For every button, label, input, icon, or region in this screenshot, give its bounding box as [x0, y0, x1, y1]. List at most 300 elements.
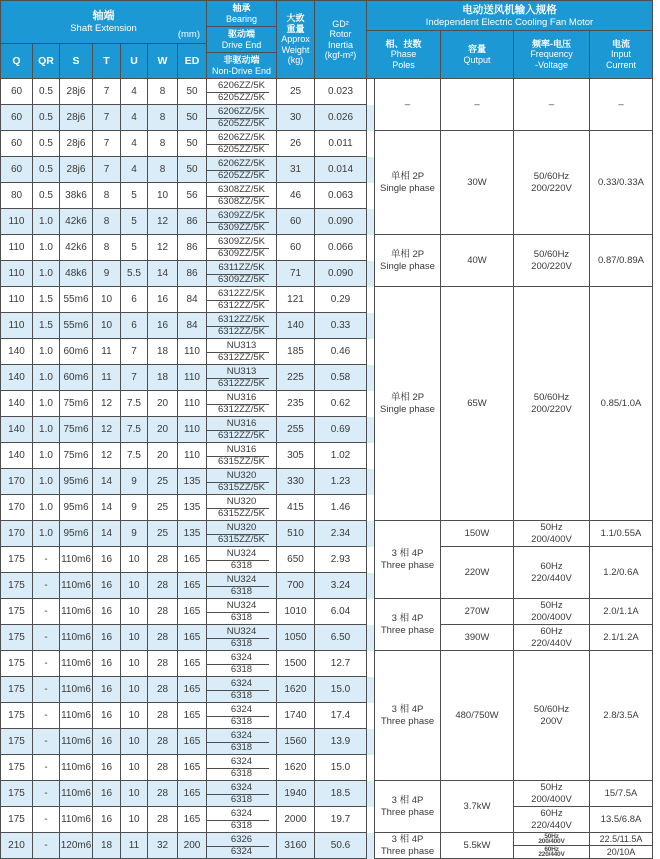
- shaft-cell: 4: [121, 105, 148, 131]
- bearing-non-drive-end: 6318: [230, 690, 253, 701]
- inertia-cell: 0.066: [315, 235, 367, 261]
- bearing-separator: [207, 404, 269, 405]
- shaft-cell: 28: [148, 573, 178, 599]
- inertia-cell: 1.23: [315, 469, 367, 495]
- shaft-cell: 10: [93, 287, 121, 313]
- shaft-cell: 5: [121, 183, 148, 209]
- shaft-cell: 1.0: [33, 209, 60, 235]
- shaft-cell: 10: [121, 573, 148, 599]
- bearing-separator: [207, 820, 269, 821]
- shaft-cell: 1.0: [33, 521, 60, 547]
- header-approx-weight: [277, 1, 315, 79]
- shaft-cell: 18: [148, 339, 178, 365]
- col-header-q: Q: [1, 44, 33, 79]
- bearing-cell: [207, 105, 277, 131]
- header-non-drive-end: [207, 53, 277, 79]
- output-group-cell: 30W: [441, 131, 514, 235]
- shaft-cell: 165: [178, 625, 207, 651]
- shaft-cell: 8: [93, 209, 121, 235]
- bearing-non-drive-end: 6318: [230, 560, 253, 571]
- stripe-gutter-cell: [367, 755, 374, 781]
- shaft-cell: 170: [1, 469, 33, 495]
- inertia-cell: 0.063: [315, 183, 367, 209]
- shaft-cell: 75m6: [60, 417, 93, 443]
- bearing-separator: [207, 742, 269, 743]
- shaft-cell: 165: [178, 651, 207, 677]
- inertia-cell: 0.62: [315, 391, 367, 417]
- current-group-cell: 20/10A: [590, 846, 653, 859]
- shaft-cell: 10: [121, 781, 148, 807]
- current-group-cell: 22.5/11.5A: [590, 833, 653, 846]
- bearing-cell: [207, 755, 277, 781]
- shaft-cell: 28: [148, 807, 178, 833]
- bearing-cell: [207, 781, 277, 807]
- stripe-gutter-cell: [367, 235, 374, 261]
- header-current-en2: Current: [605, 59, 636, 70]
- weight-cell: 71: [277, 261, 315, 287]
- shaft-cell: 175: [1, 781, 33, 807]
- bearing-non-drive-end: 6318: [230, 612, 253, 623]
- stripe-gutter-cell: [367, 495, 374, 521]
- stripe-gutter-cell: [367, 677, 374, 703]
- bearing-non-drive-end: 6205ZZ/5K: [218, 92, 265, 103]
- shaft-cell: 60: [1, 79, 33, 105]
- bearing-non-drive-end: 6315ZZ/5K: [218, 534, 265, 545]
- header-output-zh: 容量: [467, 44, 486, 54]
- bearing-drive-end: 6326: [230, 833, 253, 845]
- bearing-pair: [207, 703, 276, 728]
- inertia-cell: 0.29: [315, 287, 367, 313]
- bearing-drive-end: NU324: [226, 547, 257, 559]
- bearing-separator: [207, 170, 269, 171]
- bearing-non-drive-end: 6205ZZ/5K: [218, 170, 265, 181]
- shaft-cell: -: [33, 547, 60, 573]
- shaft-cell: 1.0: [33, 235, 60, 261]
- bearing-drive-end: NU316: [226, 443, 257, 455]
- inertia-cell: 50.6: [315, 833, 367, 859]
- output-group-cell: 150W: [441, 521, 514, 547]
- stripe-gutter-cell: [367, 287, 374, 313]
- bearing-non-drive-end: 6318: [230, 638, 253, 649]
- bearing-non-drive-end: 6312ZZ/5K: [218, 352, 265, 363]
- output-group-cell: 220W: [441, 547, 514, 599]
- shaft-cell: 175: [1, 703, 33, 729]
- inertia-cell: 0.33: [315, 313, 367, 339]
- shaft-cell: 1.5: [33, 287, 60, 313]
- inertia-cell: 0.026: [315, 105, 367, 131]
- stripe-gutter-cell: [367, 183, 374, 209]
- bearing-cell: [207, 729, 277, 755]
- shaft-cell: -: [33, 729, 60, 755]
- shaft-cell: 1.0: [33, 339, 60, 365]
- shaft-cell: 12: [148, 209, 178, 235]
- bearing-drive-end: 6206ZZ/5K: [218, 105, 265, 117]
- freq-group-cell: 50Hz 200/400V: [514, 833, 590, 846]
- shaft-cell: 18: [148, 365, 178, 391]
- header-inertia-l2: Rotor: [329, 29, 352, 39]
- inertia-cell: 2.93: [315, 547, 367, 573]
- shaft-cell: 170: [1, 521, 33, 547]
- bearing-non-drive-end: 6312ZZ/5K: [218, 404, 265, 415]
- header-weight-zh2: 重量: [286, 23, 305, 34]
- output-group-cell: 3.7kW: [441, 781, 514, 833]
- shaft-cell: 165: [178, 781, 207, 807]
- shaft-cell: 42k6: [60, 235, 93, 261]
- weight-cell: 185: [277, 339, 315, 365]
- shaft-cell: 10: [121, 651, 148, 677]
- weight-cell: 46: [277, 183, 315, 209]
- bearing-drive-end: 6206ZZ/5K: [218, 131, 265, 143]
- bearing-separator: [207, 664, 269, 665]
- shaft-cell: 16: [93, 651, 121, 677]
- shaft-cell: 28: [148, 651, 178, 677]
- stripe-gutter-cell: [367, 209, 374, 235]
- header-shaft-zh: 轴端: [92, 10, 115, 22]
- header-current-en1: Input: [610, 49, 632, 60]
- weight-cell: 121: [277, 287, 315, 313]
- shaft-cell: 20: [148, 417, 178, 443]
- shaft-cell: 16: [93, 781, 121, 807]
- shaft-cell: 140: [1, 443, 33, 469]
- col-header-t: T: [93, 44, 121, 79]
- bearing-non-drive-end: 6318: [230, 716, 253, 727]
- freq-group-cell: 50/60Hz 200/220V: [514, 131, 590, 235]
- bearing-cell: [207, 209, 277, 235]
- shaft-cell: 55m6: [60, 287, 93, 313]
- phase-group-cell: 单相 2P Single phase: [374, 235, 441, 287]
- inertia-cell: 6.50: [315, 625, 367, 651]
- stripe-gutter-cell: [367, 521, 374, 547]
- bearing-separator: [207, 690, 269, 691]
- shaft-cell: 14: [148, 261, 178, 287]
- shaft-cell: 7: [93, 105, 121, 131]
- shaft-cell: 0.5: [33, 183, 60, 209]
- bearing-drive-end: NU324: [226, 599, 257, 611]
- bearing-drive-end: NU320: [226, 521, 257, 533]
- bearing-cell: [207, 547, 277, 573]
- shaft-cell: 95m6: [60, 469, 93, 495]
- inertia-cell: 0.011: [315, 131, 367, 157]
- stripe-gutter-cell: [367, 833, 374, 859]
- shaft-cell: 175: [1, 677, 33, 703]
- shaft-cell: 75m6: [60, 391, 93, 417]
- shaft-cell: 1.0: [33, 443, 60, 469]
- shaft-cell: 10: [121, 729, 148, 755]
- freq-group-cell: 60Hz 220/440V: [514, 547, 590, 599]
- shaft-cell: 28: [148, 781, 178, 807]
- shaft-cell: 5: [121, 235, 148, 261]
- stripe-gutter-cell: [367, 313, 374, 339]
- bearing-drive-end: NU313: [226, 339, 257, 351]
- inertia-cell: 0.014: [315, 157, 367, 183]
- stripe-gutter-cell: [367, 547, 374, 573]
- header-inertia-l4: (kgf-m²): [324, 50, 357, 60]
- stripe-gutter-cell: [367, 105, 374, 131]
- bearing-drive-end: 6324: [230, 677, 253, 689]
- shaft-cell: 140: [1, 339, 33, 365]
- shaft-cell: 10: [93, 313, 121, 339]
- shaft-cell: -: [33, 599, 60, 625]
- shaft-cell: 10: [121, 599, 148, 625]
- header-current-zh: 电流: [611, 38, 630, 49]
- shaft-cell: 4: [121, 131, 148, 157]
- shaft-cell: 110: [178, 391, 207, 417]
- shaft-cell: 110m6: [60, 703, 93, 729]
- bearing-cell: [207, 287, 277, 313]
- shaft-cell: 9: [121, 495, 148, 521]
- bearing-pair: [207, 157, 276, 182]
- inertia-cell: 19.7: [315, 807, 367, 833]
- bearing-drive-end: NU324: [226, 573, 257, 585]
- stripe-gutter-cell: [367, 365, 374, 391]
- bearing-non-drive-end: 6309ZZ/5K: [218, 274, 265, 285]
- bearing-cell: [207, 131, 277, 157]
- shaft-cell: 10: [121, 547, 148, 573]
- shaft-cell: 8: [148, 105, 178, 131]
- shaft-cell: 175: [1, 807, 33, 833]
- bearing-separator: [207, 508, 269, 509]
- freq-group-cell: 50Hz 200/400V: [514, 599, 590, 625]
- stripe-gutter-cell: [367, 651, 374, 677]
- stripe-gutter-cell: [367, 781, 374, 807]
- shaft-cell: 28j6: [60, 105, 93, 131]
- shaft-cell: 1.0: [33, 261, 60, 287]
- header-rotor-inertia: [315, 1, 367, 79]
- shaft-cell: 28: [148, 703, 178, 729]
- bearing-drive-end: 6309ZZ/5K: [218, 209, 265, 221]
- bearing-pair: [207, 625, 276, 650]
- freq-group-cell: 60Hz 220/440V: [514, 846, 590, 859]
- col-header-s: S: [60, 44, 93, 79]
- bearing-pair: [207, 651, 276, 676]
- shaft-cell: 110m6: [60, 807, 93, 833]
- weight-cell: 330: [277, 469, 315, 495]
- bearing-non-drive-end: 6309ZZ/5K: [218, 248, 265, 259]
- shaft-cell: 16: [93, 807, 121, 833]
- shaft-cell: 0.5: [33, 79, 60, 105]
- shaft-cell: 25: [148, 469, 178, 495]
- shaft-cell: 50: [178, 157, 207, 183]
- bearing-pair: [207, 417, 276, 442]
- stripe-gutter-cell: [367, 625, 374, 651]
- phase-group-cell: –: [374, 79, 441, 131]
- shaft-cell: 1.0: [33, 391, 60, 417]
- bearing-drive-end: 6311ZZ/5K: [218, 261, 265, 273]
- shaft-cell: 110: [178, 443, 207, 469]
- shaft-cell: -: [33, 651, 60, 677]
- shaft-cell: 60: [1, 131, 33, 157]
- shaft-cell: 175: [1, 729, 33, 755]
- shaft-cell: -: [33, 781, 60, 807]
- weight-cell: 650: [277, 547, 315, 573]
- freq-group-cell: 50Hz 200/400V: [514, 521, 590, 547]
- stripe-gutter-cell: [367, 807, 374, 833]
- shaft-cell: 9: [93, 261, 121, 287]
- bearing-drive-end: 6324: [230, 807, 253, 819]
- shaft-cell: 16: [93, 755, 121, 781]
- inertia-cell: 1.46: [315, 495, 367, 521]
- shaft-cell: 50: [178, 79, 207, 105]
- bearing-separator: [207, 586, 269, 587]
- stripe-gutter-cell: [367, 599, 374, 625]
- shaft-cell: 60: [1, 105, 33, 131]
- shaft-cell: 10: [148, 183, 178, 209]
- bearing-pair: [207, 469, 276, 494]
- header-output: [441, 31, 514, 79]
- current-group-cell: 2.0/1.1A: [590, 599, 653, 625]
- bearing-pair: [207, 521, 276, 546]
- weight-cell: 1740: [277, 703, 315, 729]
- shaft-cell: 16: [148, 287, 178, 313]
- bearing-separator: [207, 352, 269, 353]
- bearing-pair: [207, 131, 276, 156]
- weight-cell: 26: [277, 131, 315, 157]
- bearing-pair: [207, 183, 276, 208]
- output-group-cell: –: [441, 79, 514, 131]
- bearing-separator: [207, 846, 269, 847]
- bearing-non-drive-end: 6318: [230, 794, 253, 805]
- bearing-non-drive-end: 6324: [230, 846, 253, 857]
- shaft-cell: 8: [148, 131, 178, 157]
- weight-cell: 255: [277, 417, 315, 443]
- shaft-cell: 7.5: [121, 391, 148, 417]
- col-header-qr: QR: [33, 44, 60, 79]
- header-phase-en1: Phase: [390, 49, 417, 60]
- shaft-cell: 25: [148, 495, 178, 521]
- current-group-cell: 1.1/0.55A: [590, 521, 653, 547]
- header-drive-end-zh: 驱动端: [227, 29, 255, 39]
- weight-cell: 1560: [277, 729, 315, 755]
- bearing-pair: [207, 339, 276, 364]
- shaft-cell: 135: [178, 521, 207, 547]
- shaft-cell: 28: [148, 547, 178, 573]
- shaft-cell: 20: [148, 391, 178, 417]
- bearing-cell: [207, 495, 277, 521]
- weight-cell: 60: [277, 235, 315, 261]
- inertia-cell: 0.090: [315, 261, 367, 287]
- bearing-separator: [207, 612, 269, 613]
- bearing-pair: [207, 729, 276, 754]
- bearing-pair: [207, 781, 276, 806]
- bearing-cell: [207, 365, 277, 391]
- header-phase-en2: Poles: [392, 59, 415, 70]
- inertia-cell: 0.023: [315, 79, 367, 105]
- bearing-non-drive-end: 6205ZZ/5K: [218, 144, 265, 155]
- output-group-cell: 390W: [441, 625, 514, 651]
- shaft-cell: 1.0: [33, 417, 60, 443]
- bearing-pair: [207, 807, 276, 832]
- bearing-drive-end: 6324: [230, 729, 253, 741]
- shaft-cell: 28: [148, 755, 178, 781]
- bearing-separator: [207, 794, 269, 795]
- shaft-cell: 1.0: [33, 365, 60, 391]
- shaft-cell: 20: [148, 443, 178, 469]
- bearing-separator: [207, 716, 269, 717]
- bearing-drive-end: 6324: [230, 781, 253, 793]
- bearing-separator: [207, 300, 269, 301]
- shaft-cell: 110: [1, 313, 33, 339]
- phase-group-cell: 单相 2P Single phase: [374, 287, 441, 521]
- bearing-pair: [207, 79, 276, 104]
- shaft-cell: 110m6: [60, 651, 93, 677]
- header-shaft-en: Shaft Extension: [70, 23, 137, 34]
- header-weight-en1: Approx: [281, 34, 310, 45]
- current-group-cell: –: [590, 79, 653, 131]
- bearing-separator: [207, 378, 269, 379]
- shaft-cell: 48k6: [60, 261, 93, 287]
- shaft-cell: 165: [178, 547, 207, 573]
- bearing-separator: [207, 482, 269, 483]
- shaft-cell: 175: [1, 755, 33, 781]
- inertia-cell: 15.0: [315, 677, 367, 703]
- col-header-ed: ED: [178, 44, 207, 79]
- bearing-cell: [207, 677, 277, 703]
- shaft-cell: 7: [121, 339, 148, 365]
- bearing-pair: [207, 443, 276, 468]
- shaft-cell: 165: [178, 703, 207, 729]
- bearing-drive-end: 6308ZZ/5K: [218, 183, 265, 195]
- freq-group-cell: 50/60Hz 200/220V: [514, 235, 590, 287]
- weight-cell: 415: [277, 495, 315, 521]
- bearing-pair: [207, 677, 276, 702]
- weight-cell: 1500: [277, 651, 315, 677]
- shaft-cell: -: [33, 755, 60, 781]
- bearing-non-drive-end: 6308ZZ/5K: [218, 196, 265, 207]
- shaft-cell: 6: [121, 313, 148, 339]
- shaft-cell: 28: [148, 729, 178, 755]
- shaft-cell: 75m6: [60, 443, 93, 469]
- shaft-cell: 28j6: [60, 157, 93, 183]
- weight-cell: 1010: [277, 599, 315, 625]
- bearing-non-drive-end: 6312ZZ/5K: [218, 326, 265, 337]
- bearing-pair: [207, 287, 276, 312]
- bearing-non-drive-end: 6318: [230, 768, 253, 779]
- shaft-cell: 86: [178, 235, 207, 261]
- shaft-cell: 110: [178, 417, 207, 443]
- shaft-cell: -: [33, 573, 60, 599]
- header-weight-zh1: 大致: [286, 13, 305, 24]
- freq-group-cell: 50/60Hz 200V: [514, 651, 590, 781]
- bearing-drive-end: 6324: [230, 703, 253, 715]
- bearing-separator: [207, 248, 269, 249]
- shaft-cell: -: [33, 703, 60, 729]
- bearing-cell: [207, 417, 277, 443]
- shaft-cell: 25: [148, 521, 178, 547]
- shaft-cell: 5: [121, 209, 148, 235]
- bearing-separator: [207, 638, 269, 639]
- shaft-cell: 1.0: [33, 495, 60, 521]
- shaft-cell: 14: [93, 521, 121, 547]
- freq-group-cell: 50Hz 200/400V: [514, 781, 590, 807]
- inertia-cell: 1.02: [315, 443, 367, 469]
- current-group-cell: 13.5/6.8A: [590, 807, 653, 833]
- weight-cell: 3160: [277, 833, 315, 859]
- bearing-drive-end: 6312ZZ/5K: [218, 287, 265, 299]
- col-header-w: W: [148, 44, 178, 79]
- header-bearing: [207, 1, 277, 27]
- bearing-drive-end: NU316: [226, 391, 257, 403]
- shaft-cell: 175: [1, 625, 33, 651]
- header-freq-zh: 频率-电压: [532, 38, 571, 49]
- shaft-cell: 28: [148, 599, 178, 625]
- shaft-cell: 10: [121, 755, 148, 781]
- shaft-cell: 10: [121, 625, 148, 651]
- shaft-cell: 165: [178, 677, 207, 703]
- stripe-gutter-cell: [367, 443, 374, 469]
- bearing-cell: [207, 391, 277, 417]
- bearing-non-drive-end: 6318: [230, 820, 253, 831]
- header-phase-poles: [367, 31, 441, 79]
